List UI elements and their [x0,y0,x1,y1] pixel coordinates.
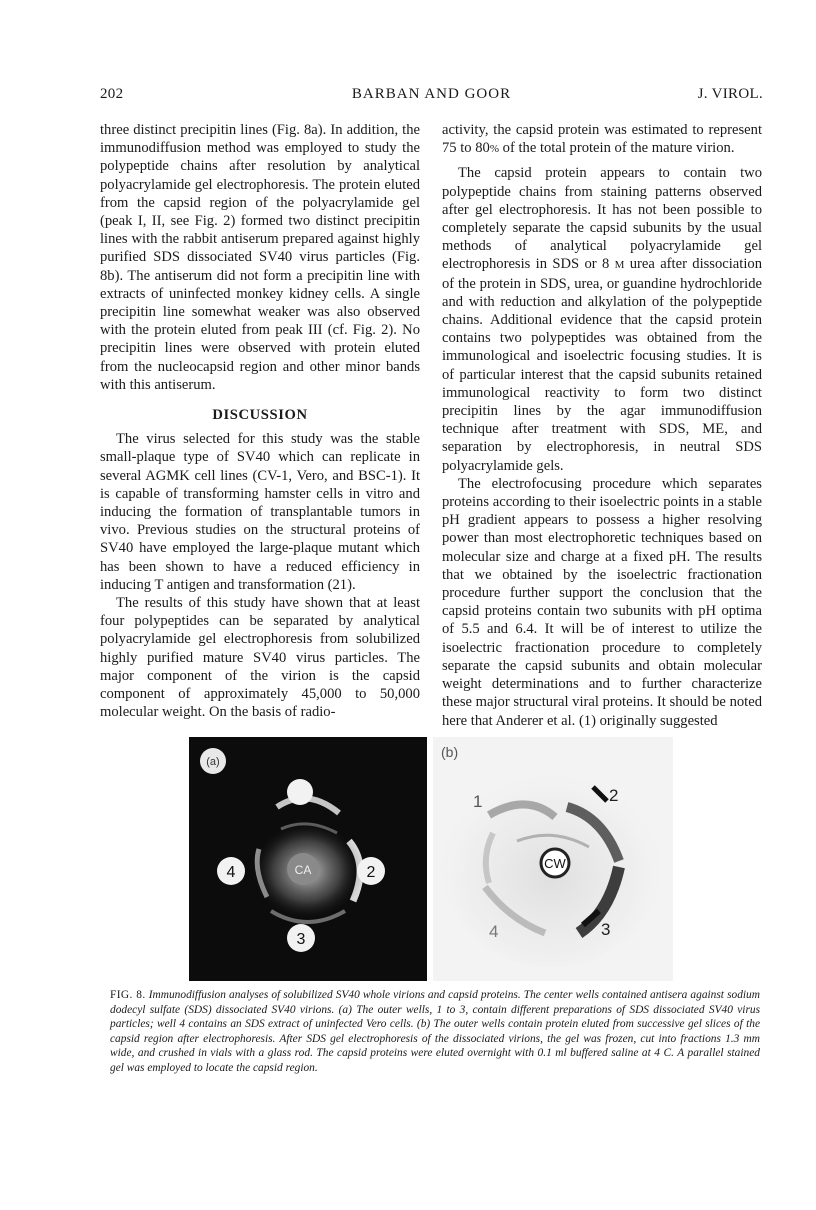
well-4-label-b: 4 [489,922,499,941]
journal-name: J. VIROL. [697,86,763,102]
well-3-label-a: 3 [296,931,306,948]
running-authors: BARBAN AND GOOR [351,86,512,102]
paragraph: The results of this study have shown that at least four polypeptides can be separated by analytical polyacrylamide gel electrophoresis from solubilized highly purified mature SV40 virus particles. The major component of the virion is the capsid component of approximately 45,000 to 50,000 molecular weight. On the basis of radio- [100,595,420,721]
left-column [100,121,420,722]
paragraph: The virus selected for this study was the stable small-plaque type of SV40 which can replicate in several AGMK cell lines (CV-1, Vero, and BSC-1). It is capable of transforming hamster cells in vitro and inducing the formation of transplantable tumors in vivo. Previous studies on the structural proteins of SV40 have employed the large-plaque mutant which has been shown to have a reduced efficiency in inducing T antigen and transformation (21). [100,431,420,593]
well-4-label-a: 4 [226,864,236,881]
text-run: M [614,259,625,272]
paragraph: The electrofocusing procedure which separates proteins according to their isoelectric points in a stable pH gradient appears to possess a higher resolving power than most electrophoretic techniques based on molecular size and charge at a fixed pH. The results that we obtained by the isoelectric fractionation procedure further support the conclusion that the capsid proteins contain two subunits with pH optima of 5.5 and 6.4. It will be of interest to utilize the isoelectric fractionation procedure to completely separate the capsid subunits and obtain molecular weight determinations and to further characterize these major structural viral proteins. It should be noted here that Anderer et al. (1) originally suggested [442,475,762,729]
paragraph: three distinct precipitin lines (Fig. 8a). In addition, the immunodiffusion method was employed to study the polypeptide chains after resolution by analytical polyacrylamide gel electrophoresis. The protein eluted from the capsid region of the polyacrylamide gel (peak I, II, see Fig. 2) formed two distinct precipitin lines with the rabbit antiserum prepared against highly purified SDS dissociated SV40 virus particles (Fig. 8b). The antiserum did not form a precipitin line with extracts of uninfected monkey kidney cells. A single precipitin line somewhat weaker was also observed with the protein eluted from peak III (cf. Fig. 2). No precipitin lines were observed with protein eluted from the nucleocapsid region and other minor bands with this antiserum. [100,122,420,393]
center-well-label-b: CW [544,856,566,871]
text-run: % [489,143,500,156]
right-column [442,121,762,730]
text-run: urea after dissociation of the protein in SDS, urea, or guandine hydrochloride and with reduction and alkylation of the polypeptide chains. Additional evidence that the capsid protein contains two polypeptides was obtained from the immunological and isoelectric focusing studies. It is of particular interest that the capsid subunits retained immunological reactivity to form two distinct precipitin lines by the agar immunodiffusion technique after treatment with SDS, ME, and separation by electrophoresis, in neutral SDS polyacrylamide gels. [442,256,762,474]
page-number: 202 [100,86,124,102]
text-run: of the total protein of the mature virion. [499,140,735,157]
figure-caption [110,988,760,1076]
figure-8 [189,737,769,981]
panel-a-label: (a) [206,756,220,768]
immunodiffusion-image-a [189,737,427,981]
well-2-label-b: 2 [609,786,619,805]
immunodiffusion-image-b [433,737,673,981]
section-heading: DISCUSSION [212,407,308,424]
paragraph [442,164,762,474]
figure-panel-a [189,737,427,981]
caption-text: Immunodiffusion analyses of solubilized SV40 whole virions and capsid proteins. The center wells contained antisera against sodium dodecyl sulfate (SDS) dissociated SV40 virions. (a) The outer wells, 1 to 3, contain different preparations of SDS dissociated SV40 virus particles; well 4 contains an SDS extract of uninfected Vero cells. (b) The outer wells contain protein eluted from successive gel slices of the capsid region after electrophoresis. After SDS gel electrophoresis of the dissociated virions, the gel was frozen, cut into fractions 1.3 mm wide, and crushed in vials with a glass rod. The capsid proteins were eluted overnight with 0.1 ml buffered saline at 4 C. A parallel stained gel was employed to locate the capsid region. [110,989,760,1074]
text-run: The capsid protein appears to contain two polypeptide chains from staining patterns observed after gel electrophoresis. It has not been possible to completely separate the capsid subunits by the usual methods of analytical polyacrylamide gel electrophoresis in SDS or 8 [442,165,762,273]
well-1-label-b: 1 [473,792,483,811]
running-header [100,86,763,108]
caption-prefix: FIG. 8. [110,989,146,1001]
figure-panel-b [433,737,673,981]
well-3-label-b: 3 [601,920,611,939]
text-run: activity, the capsid protein was estimated to represent 75 to 80 [442,122,762,157]
panel-b-label: (b) [441,744,459,760]
center-well-label-a: CA [294,863,312,877]
well-2-label-a: 2 [366,864,376,881]
paragraph [442,121,762,158]
